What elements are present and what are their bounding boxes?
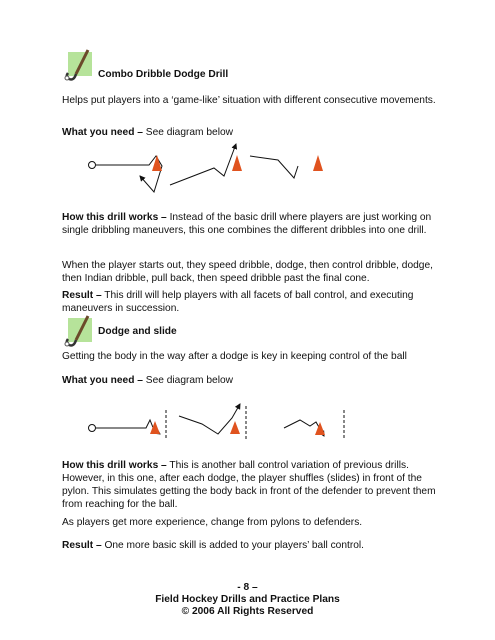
what-you-need [62,374,447,387]
cone-icon [232,155,242,171]
drill-title: Combo Dribble Dodge Drill [98,69,229,80]
field-hockey-stick-icon [62,314,94,346]
footer-title: Field Hockey Drills and Practice Plans [155,594,340,605]
cone-icon [315,422,325,435]
what-you-need-label: What you need – [62,127,143,138]
result [62,539,447,552]
drill-detail: When the player starts out, they speed dribble, dodge, then control dribble, dodge, then Indian dribble, pull back, then speed dribble past the final cone. [62,260,433,284]
drill-detail: As players get more experience, change from pylons to defenders. [62,517,363,528]
result-label: Result – [62,290,102,301]
drill-intro: Helps put players into a ‘game-like’ situation with different consecutive movements. [62,95,436,106]
result-text: One more basic skill is added to your players’ ball control. [101,540,364,551]
drill-diagram [84,140,384,198]
how-it-works [62,211,447,237]
field-hockey-stick-icon [62,48,94,80]
dribble-path [250,156,298,178]
ball-icon [89,425,96,432]
what-you-need-text: See diagram below [142,127,233,138]
what-you-need [62,126,447,139]
ball-icon [89,162,96,169]
drill-title: Dodge and slide [98,326,177,337]
drill-diagram [84,398,384,444]
what-you-need-label: What you need – [62,375,143,386]
dribble-path [170,144,236,185]
dribble-path [96,156,162,192]
drill-intro: Getting the body in the way after a dodge is key in keeping control of the ball [62,351,407,362]
how-it-works-text: Instead of the basic drill where players are just working on single dribbling maneuvers, this one combines the different dribbles into one drill. [62,212,432,236]
dribble-path [179,404,240,434]
footer-copyright: © 2006 All Rights Reserved [181,606,314,617]
result-text: This drill will help players with all facets of ball control, and executing maneuvers in succession. [62,290,414,314]
result [62,289,447,315]
how-it-works-label: How this drill works – [62,212,167,223]
how-it-works-text: This is another ball control variation of previous drills. However, in this one, after each dodge, the player shuffles (slides) in front of the pylon. This simulates getting the body back in front of the defender to prevent them from reaching for the ball. [62,460,436,510]
cone-icon [313,155,323,171]
what-you-need-text: See diagram below [142,375,233,386]
how-it-works [62,459,447,511]
dribble-path [96,420,160,434]
cone-icon [230,421,240,434]
page-number: - 8 – [237,582,258,593]
how-it-works-label: How this drill works – [62,460,167,471]
result-label: Result – [62,540,102,551]
